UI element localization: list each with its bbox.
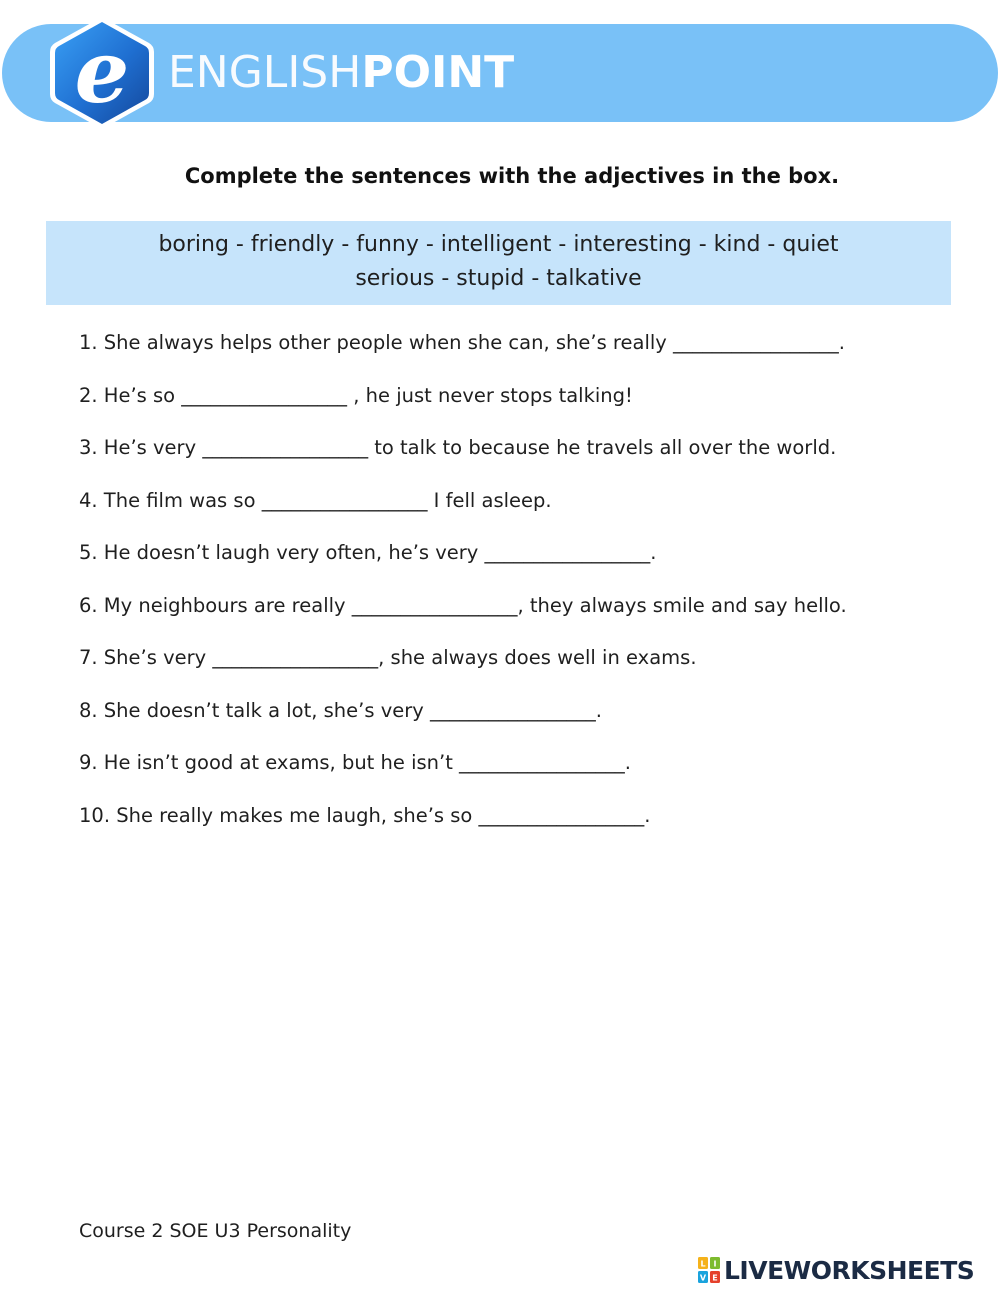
- lw-square-letter-1: L: [700, 1259, 706, 1269]
- lw-square-letter-2: I: [713, 1259, 717, 1269]
- course-label: Course 2 SOE U3 Personality: [79, 1220, 352, 1242]
- englishpoint-logo-icon: [48, 14, 156, 132]
- sentence-10: 10. She really makes me laugh, she’s so _________________.: [79, 803, 651, 827]
- word-box-line-2: serious - stupid - talkative: [355, 266, 642, 291]
- sentence-9: 9. He isn’t good at exams, but he isn’t _________________.: [79, 751, 632, 774]
- sentence-7: 7. She’s very _________________, she always does well in exams.: [79, 646, 697, 669]
- brand-name-bold: POINT: [361, 47, 515, 98]
- liveworksheets-squares-icon: [698, 1257, 720, 1283]
- logo-letter: e: [74, 22, 130, 123]
- sentence-4: 4. The film was so _________________ I fell asleep.: [79, 488, 552, 512]
- lw-square-letter-4: E: [712, 1273, 718, 1283]
- word-box: [46, 221, 951, 305]
- sentence-6: 6. My neighbours are really _________________, they always smile and say hello.: [79, 593, 847, 617]
- sentence-list: [79, 328, 847, 853]
- brand-name-light: ENGLISH: [168, 47, 362, 98]
- instruction-heading: Complete the sentences with the adjectives in the box.: [184, 164, 840, 188]
- brand-name: [168, 46, 514, 100]
- sentence-3: 3. He’s very _________________ to talk to because he travels all over the world.: [79, 436, 837, 459]
- sentence-1: 1. She always helps other people when she can, she’s really _________________.: [79, 331, 845, 354]
- sentence-8: 8. She doesn’t talk a lot, she’s very _________________.: [79, 698, 602, 722]
- sentence-5: 5. He doesn’t laugh very often, he’s very _________________.: [79, 541, 657, 564]
- liveworksheets-brand: LIVEWORKSHEETS: [724, 1255, 975, 1285]
- liveworksheets-logo: [698, 1255, 974, 1285]
- sentence-2: 2. He’s so _________________ , he just never stops talking!: [79, 383, 633, 407]
- lw-square-letter-3: V: [699, 1273, 707, 1283]
- word-box-line-1: boring - friendly - funny - intelligent - interesting - kind - quiet: [158, 232, 839, 257]
